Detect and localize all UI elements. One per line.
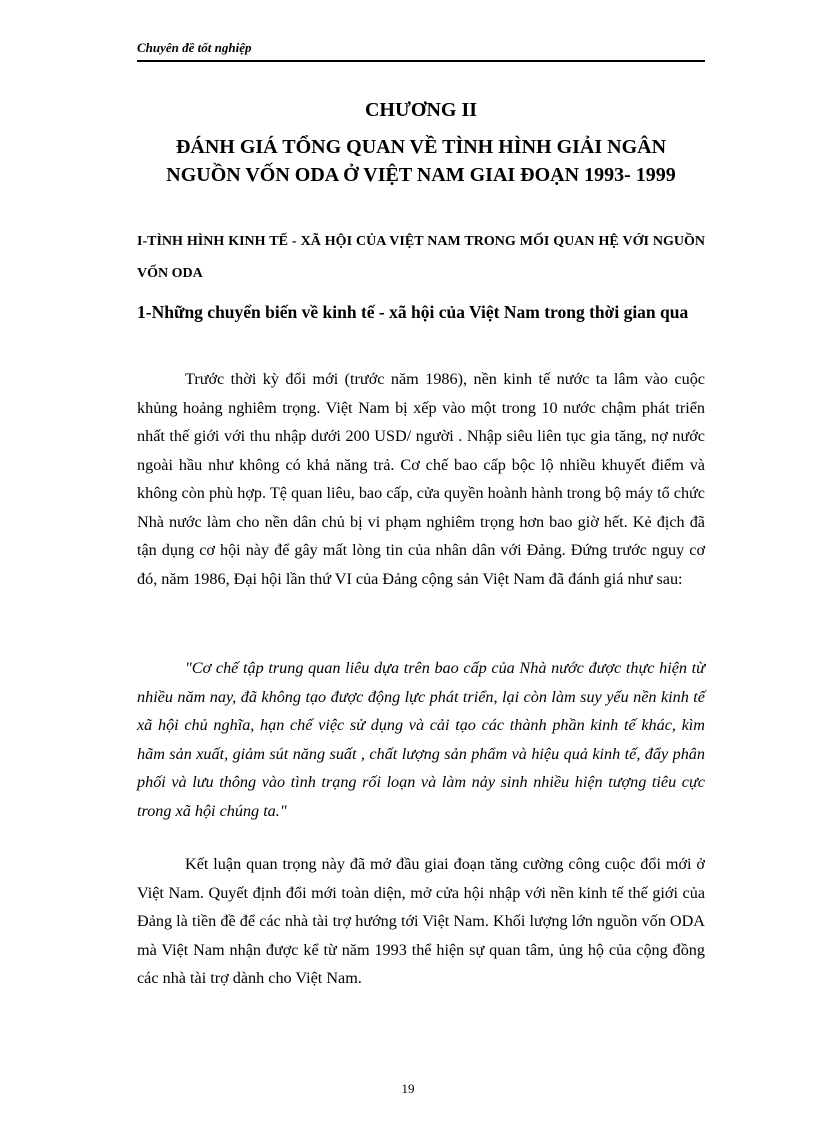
chapter-title-line-1: ĐÁNH GIÁ TỔNG QUAN VỀ TÌNH HÌNH GIẢI NGÂN xyxy=(175,136,667,158)
chapter-title-line-2: NGUỒN VỐN ODA Ở VIỆT NAM GIAI ĐOẠN 1993- 1999 xyxy=(166,164,676,186)
chapter-title xyxy=(137,133,705,189)
page-header xyxy=(137,40,705,56)
paragraph-conclusion: Kết luận quan trọng này đã mở đầu giai đoạn tăng cường công cuộc đổi mới ở Việt Nam. Quyết định đổi mới toàn diện, mở cửa hội nhập với nền kinh tế thế giới của Đảng là tiền đề để các nhà tài trợ hướng tới Việt Nam. Khối lượng lớn nguồn vốn ODA mà Việt Nam nhận được kể từ năm 1993 thể hiện sự quan tâm, ủng hộ của cộng đồng các nhà tài trợ dành cho Việt Nam. xyxy=(137,855,705,987)
header-divider xyxy=(137,60,705,62)
subsection-heading: 1-Những chuyển biến về kinh tế - xã hội của Việt Nam trong thời gian qua xyxy=(137,302,689,322)
quotation-paragraph: "Cơ chế tập trung quan liêu dựa trên bao cấp của Nhà nước được thực hiện từ nhiều năm nay, đã không tạo được động lực phát triển, lại còn làm suy yếu nền kinh tế xã hội chủ nghĩa, hạn chế việc sử dụng và cải tạo các thành phần kinh tế khác, kìm hãm sản xuất, giảm sút năng suất , chất lượng sản phẩm và hiệu quả kinh tế, đẩy phân phối và lưu thông vào tình trạng rối loạn và làm nảy sinh nhiều hiện tượng tiêu cực trong xã hội chúng ta." xyxy=(137,659,705,820)
paragraph-intro: Trước thời kỳ đổi mới (trước năm 1986), nền kinh tế nước ta lâm vào cuộc khủng hoảng nghiêm trọng. Việt Nam bị xếp vào một trong 10 nước chậm phát triển nhất thế giới với thu nhập dưới 200 USD/ người . Nhập siêu liên tục gia tăng, nợ nước ngoài hầu như không có khả năng trả. Cơ chế bao cấp bộc lộ nhiều khuyết điểm và không còn phù hợp. Tệ quan liêu, bao cấp, cửa quyền hoành hành trong bộ máy tổ chức Nhà nước làm cho nền dân chủ bị vi phạm nghiêm trọng hơn bao giờ hết. Kẻ địch đã tận dụng cơ hội này để gây mất lòng tin của nhân dân với Đảng. Đứng trước nguy cơ đó, năm 1986, Đại hội lần thứ VI của Đảng cộng sản Việt Nam đã đánh giá như sau: xyxy=(137,370,705,588)
chapter-label: CHƯƠNG II xyxy=(364,99,478,121)
page-number: 19 xyxy=(401,1081,415,1096)
header-title: Chuyên đề tốt nghiệp xyxy=(137,40,252,55)
section-heading: I-TÌNH HÌNH KINH TẾ - XÃ HỘI CỦA VIỆT NAM TRONG MỐI QUAN HỆ VỚI NGUỒN VỐN ODA xyxy=(137,234,705,281)
